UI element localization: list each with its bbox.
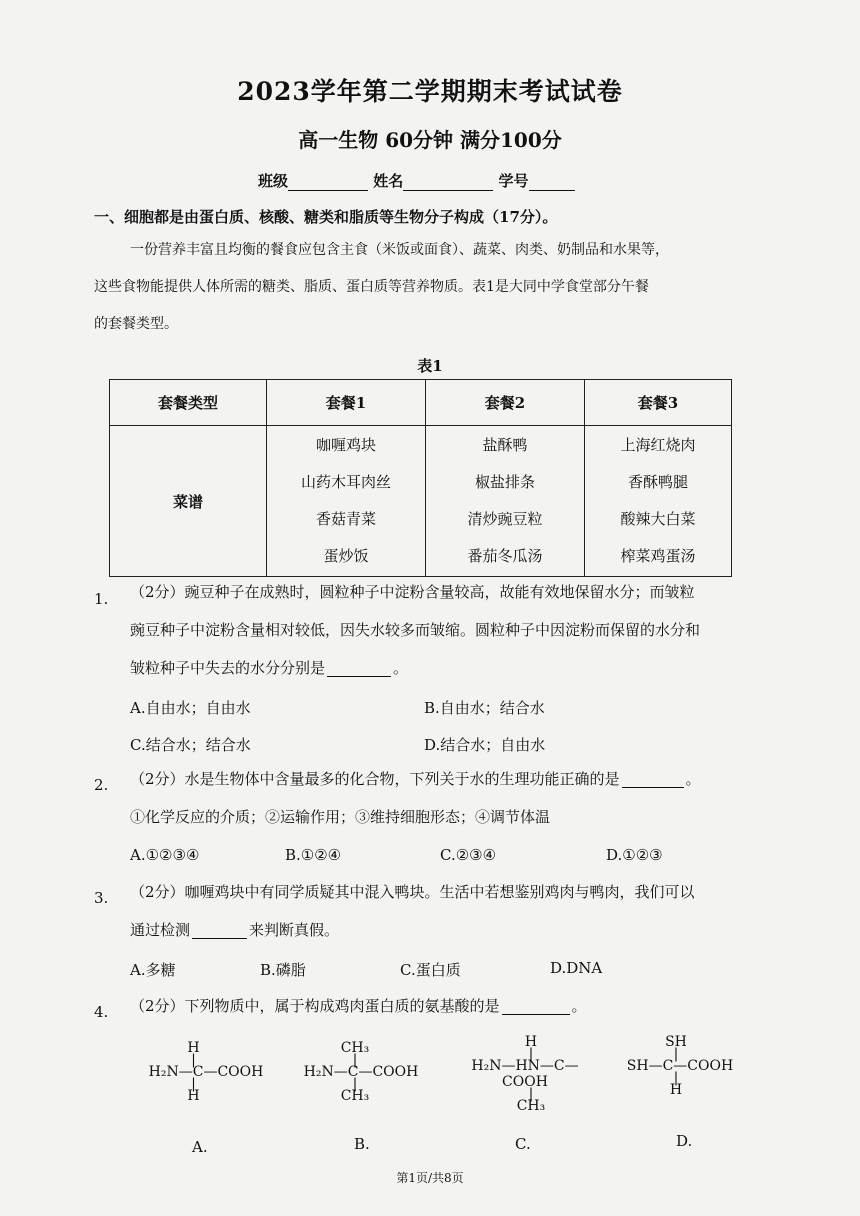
bond-icon: | <box>673 1070 679 1086</box>
question-4-option-a[interactable]: A. <box>192 1138 208 1156</box>
bond-icon: | <box>352 1076 358 1092</box>
intro-line-2: 这些食物能提供人体所需的糖类、脂质、蛋白质等营养物质。表1是大同中学食堂部分午餐 <box>94 279 649 295</box>
question-4-end: 。 <box>571 997 587 1015</box>
formula-a-main: H₂N—C—COOH <box>148 1064 264 1080</box>
question-4-number: 4. <box>94 1003 109 1021</box>
id-label: 学号 <box>498 172 529 190</box>
question-4-line-1 <box>130 997 760 1015</box>
dish: 咖喱鸡块 <box>315 436 376 454</box>
question-2-line-1 <box>130 770 760 788</box>
question-3-line-2a: 通过检测 <box>130 921 191 939</box>
bond-icon: | <box>528 1046 534 1062</box>
dish: 清炒豌豆粒 <box>467 510 543 528</box>
question-2-number: 2. <box>94 776 109 794</box>
formula-d-top: SH <box>665 1034 687 1050</box>
question-1-line-3 <box>130 659 760 677</box>
question-3-option-d[interactable]: D.DNA <box>550 959 603 977</box>
dish: 酸辣大白菜 <box>620 510 696 528</box>
dish: 上海红烧肉 <box>620 436 696 454</box>
dish: 香菇青菜 <box>315 510 376 528</box>
question-1-line-1: （2分）豌豆种子在成熟时，圆粒种子中淀粉含量较高，故能有效地保留水分；而皱粒 <box>130 583 695 601</box>
class-blank[interactable] <box>288 174 368 191</box>
question-1-option-b[interactable]: B.自由水；结合水 <box>424 699 545 717</box>
formula-d[interactable] <box>620 1034 740 1098</box>
question-1-line-3-text: 皱粒种子中失去的水分分别是 <box>130 659 326 677</box>
name-blank[interactable] <box>403 174 493 191</box>
formula-a[interactable] <box>146 1040 266 1104</box>
answer-blank[interactable] <box>502 1000 570 1015</box>
header-cell: 套餐2 <box>426 380 585 426</box>
table-row <box>110 426 732 577</box>
question-1-option-c[interactable]: C.结合水；结合水 <box>130 736 251 754</box>
answer-blank[interactable] <box>622 773 684 788</box>
intro-line-1: 一份营养丰富且均衡的餐食应包含主食（米饭或面食）、蔬菜、肉类、奶制品和水果等， <box>130 242 669 258</box>
answer-blank[interactable] <box>192 924 247 939</box>
dish: 香酥鸭腿 <box>627 473 688 491</box>
bond-icon: | <box>352 1052 358 1068</box>
question-2-line-2: ①化学反应的介质；②运输作用；③维持细胞形态；④调节体温 <box>130 808 551 826</box>
bond-icon: | <box>191 1076 196 1092</box>
set1-dishes <box>267 426 426 577</box>
formula-d-bottom: H <box>669 1082 683 1098</box>
header-cell: 套餐1 <box>267 380 426 426</box>
dish: 山药木耳肉丝 <box>300 473 391 491</box>
menu-table <box>109 379 732 577</box>
question-2-option-a[interactable]: A.①②③④ <box>130 846 200 864</box>
formula-d-main: SH—C—COOH <box>626 1058 734 1074</box>
page-footer: 第1页/共8页 <box>396 1171 464 1185</box>
question-3-option-b[interactable]: B.磷脂 <box>260 961 306 979</box>
formula-c-bottom: CH₃ <box>516 1098 546 1114</box>
question-3-line-2 <box>130 921 760 939</box>
name-label: 姓名 <box>373 172 404 190</box>
dish: 盐酥鸭 <box>482 436 528 454</box>
header-cell: 套餐类型 <box>110 380 267 426</box>
dish: 椒盐排条 <box>474 473 535 491</box>
bond-icon: | <box>191 1052 196 1068</box>
formula-a-top: H <box>187 1040 200 1056</box>
question-1-option-d[interactable]: D.结合水；自由水 <box>424 736 546 754</box>
question-4-option-b[interactable]: B. <box>354 1135 370 1153</box>
id-blank[interactable] <box>529 174 575 191</box>
set2-dishes <box>426 426 585 577</box>
exam-subtitle: 高一生物 60分钟 满分100分 <box>298 128 562 152</box>
set3-dishes <box>585 426 732 577</box>
question-2-option-b[interactable]: B.①②④ <box>285 846 342 864</box>
header-cell: 套餐3 <box>585 380 732 426</box>
dish: 番茄冬瓜汤 <box>467 547 543 565</box>
formula-c[interactable] <box>458 1034 592 1114</box>
question-3-number: 3. <box>94 889 109 907</box>
intro-line-3: 的套餐类型。 <box>94 316 178 332</box>
class-label: 班级 <box>258 172 289 190</box>
answer-blank[interactable] <box>327 662 391 677</box>
row-label: 菜谱 <box>110 426 267 577</box>
question-2-line-1-text: （2分）水是生物体中含量最多的化合物，下列关于水的生理功能正确的是 <box>130 770 620 788</box>
formula-b[interactable] <box>296 1040 426 1104</box>
question-4-option-c[interactable]: C. <box>515 1135 531 1153</box>
question-2-option-c[interactable]: C.②③④ <box>440 846 497 864</box>
bond-icon: | <box>673 1046 679 1062</box>
formula-b-main: H₂N—C—COOH <box>303 1064 419 1080</box>
dish: 榨菜鸡蛋汤 <box>620 547 696 565</box>
exam-title: 2023学年第二学期期末考试试卷 <box>237 77 623 106</box>
dish: 蛋炒饭 <box>323 547 369 565</box>
question-3-line-2b: 来判断真假。 <box>249 921 340 939</box>
question-1-option-a[interactable]: A.自由水；自由水 <box>130 699 251 717</box>
question-3-line-1: （2分）咖喱鸡块中有同学质疑其中混入鸭块。生活中若想鉴别鸡肉与鸭肉，我们可以 <box>130 883 695 901</box>
student-info-line <box>258 170 575 191</box>
question-3-option-a[interactable]: A.多糖 <box>130 961 176 979</box>
bond-icon: | <box>528 1086 534 1102</box>
formula-c-main: H₂N—HN—C—COOH <box>471 1058 579 1090</box>
question-4-option-d[interactable]: D. <box>676 1132 693 1150</box>
question-2-end: 。 <box>685 770 701 788</box>
table-caption: 表1 <box>417 357 443 375</box>
question-1-number: 1. <box>94 590 109 608</box>
question-3-option-c[interactable]: C.蛋白质 <box>400 961 461 979</box>
question-4-line-1-text: （2分）下列物质中，属于构成鸡肉蛋白质的氨基酸的是 <box>130 997 500 1015</box>
formula-c-top: H <box>524 1034 538 1050</box>
question-2-option-d[interactable]: D.①②③ <box>606 846 663 864</box>
section-heading: 一、细胞都是由蛋白质、核酸、糖类和脂质等生物分子构成（17分）。 <box>94 208 558 226</box>
question-1-line-2: 豌豆种子中淀粉含量相对较低，因失水较多而皱缩。圆粒种子中因淀粉而保留的水分和 <box>130 621 701 639</box>
question-1-end: 。 <box>393 659 409 677</box>
formula-a-bottom: H <box>187 1088 200 1104</box>
formula-b-top: CH₃ <box>340 1040 370 1056</box>
formula-b-bottom: CH₃ <box>340 1088 370 1104</box>
table-header-row <box>110 380 732 426</box>
